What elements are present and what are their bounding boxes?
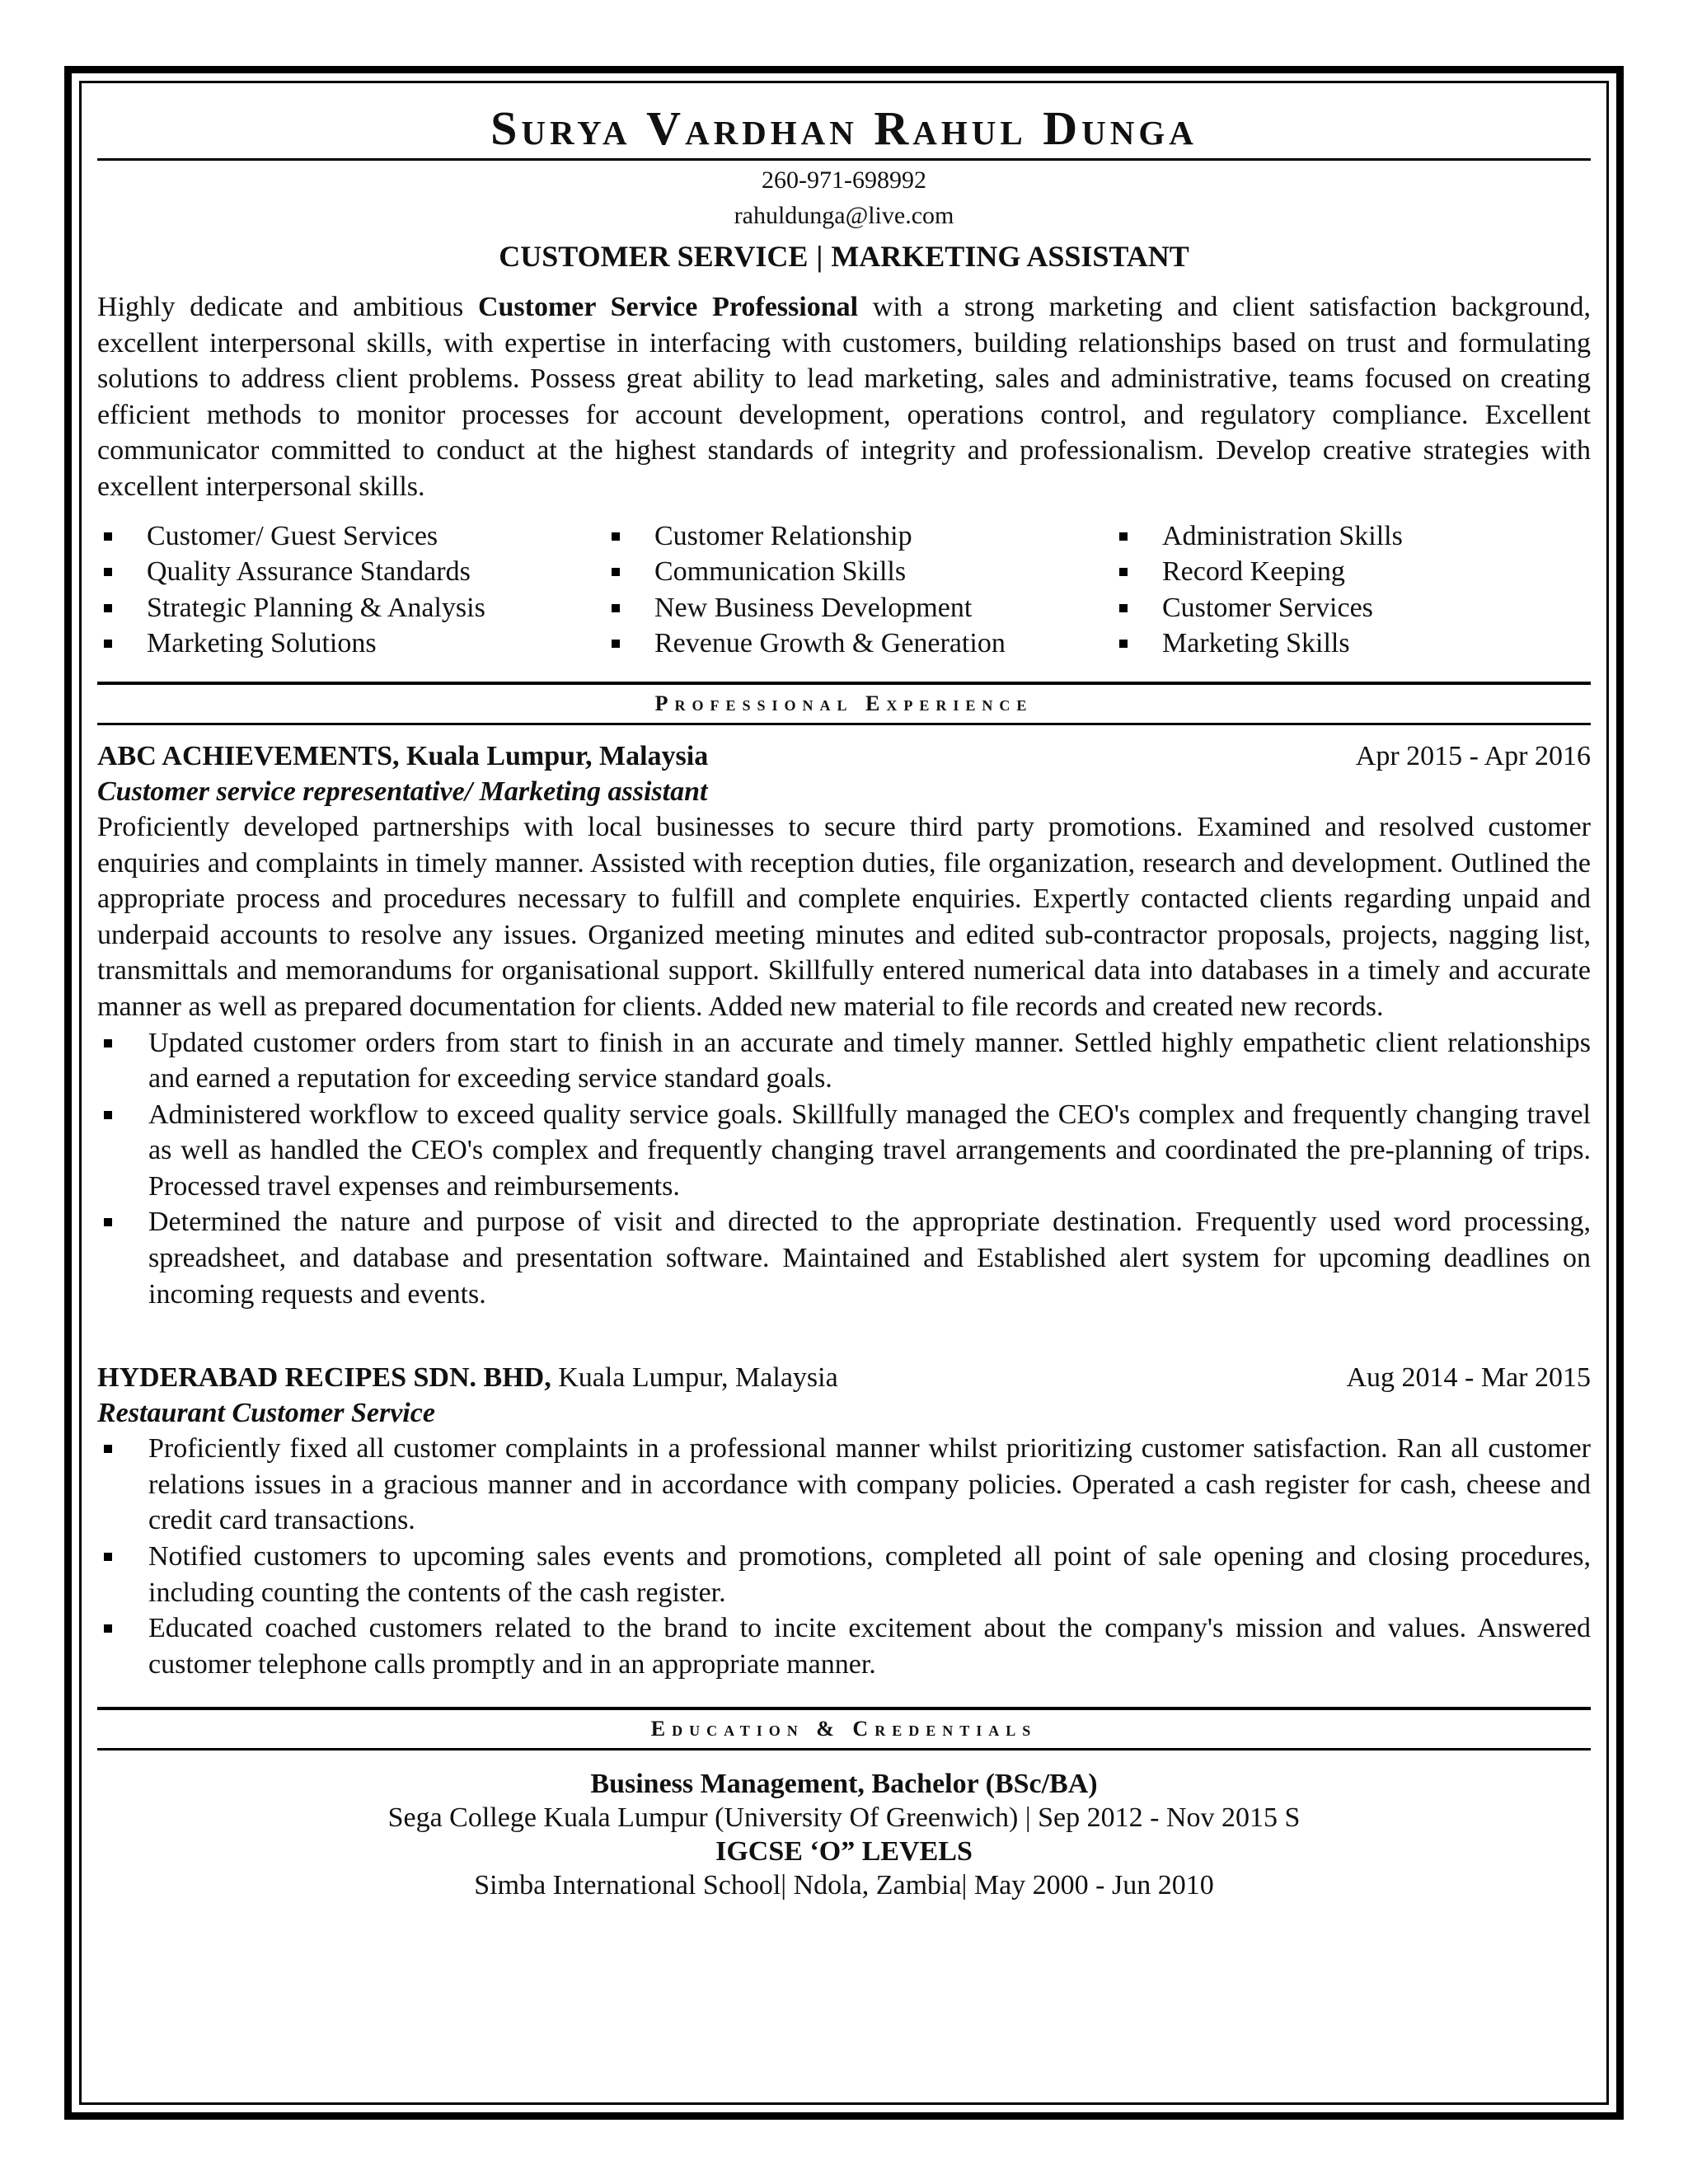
bullet-square-icon — [1119, 640, 1128, 648]
resume — [97, 97, 1591, 1902]
bullet-square-icon — [104, 532, 112, 541]
bullet-square-icon — [104, 1445, 112, 1453]
skill-label: New Business Development — [654, 592, 973, 623]
bullet-text: Administered workflow to exceed quality service goals. Skillfully managed the CEO's complex and frequently changing travel as well as handled the CEO's complex and frequently changing travel arrangements and coordinated the pre-planning of trips. Processed travel expenses and reimbursements. — [148, 1099, 1591, 1202]
skills-column-3 — [1113, 518, 1620, 662]
header-divider — [97, 158, 1591, 161]
skill-item — [605, 554, 1113, 590]
job-bullets — [97, 1025, 1591, 1313]
education-block — [97, 1767, 1591, 1902]
skill-label: Strategic Planning & Analysis — [147, 592, 485, 623]
bullet-square-icon — [104, 1111, 112, 1119]
skill-label: Customer Services — [1162, 592, 1373, 623]
skill-item — [1113, 518, 1620, 555]
job-location: Kuala Lumpur, Malaysia — [551, 1362, 838, 1394]
skill-item — [97, 590, 605, 626]
bullet-square-icon — [104, 1553, 112, 1561]
job-description: Proficiently developed partnerships with local businesses to secure third party promotions. Examined and resolved customer enquiries and complaints in timely manner. Assisted with reception duties, file organization, research and development. Outlined the appropriate process and procedures necessary to fulfill and complete enquiries. Expertly contacted clients regarding unpaid and underpaid accounts to resolve any issues. Organized meeting minutes and edited sub-contractor proposals, projects, nagging list, transmittals and memorandums for organisational support. Skillfully entered numerical data into databases in a timely and accurate manner as well as prepared documentation for clients. Added new material to file records and created new records. — [97, 811, 1591, 1022]
bullet-square-icon — [1119, 568, 1128, 576]
job-header — [97, 1360, 1591, 1396]
phone: 260-971-698992 — [762, 166, 926, 194]
bullet-square-icon — [612, 640, 620, 648]
bullet-square-icon — [104, 640, 112, 648]
bullet-text: Determined the nature and purpose of visit and directed to the appropriate destination. Frequently used word processing, spreadsheet, and database and presentation software. Maintained and Established alert system for upcoming deadlines on incoming requests and events. — [148, 1207, 1591, 1310]
summary-intro: Highly dedicate and ambitious — [97, 292, 478, 322]
bullet-text: Notified customers to upcoming sales events and promotions, completed all point of sale opening and closing procedures, including counting the contents of the cash register. — [148, 1541, 1591, 1608]
job-header — [97, 738, 1591, 775]
skill-label: Revenue Growth & Generation — [654, 628, 1006, 659]
education-divider-bottom — [97, 1748, 1591, 1750]
skill-label: Customer/ Guest Services — [147, 520, 438, 551]
skill-label: Record Keeping — [1162, 556, 1345, 588]
summary-rest: with a strong marketing and client satisfaction background, excellent interpersonal skills, with expertise in interfacing with customers, building relationships based on trust and formulating solutions to address client problems. Possess great ability to lead marketing, sales and administrative, teams focused on creating efficient methods to monitor processes for account development, operations control, and regulatory compliance. Excellent communicator committed to conduct at the highest standards of integrity and professionalism. Develop creative strategies with excellent interpersonal skills. — [97, 292, 1591, 502]
bullet-square-icon — [612, 568, 620, 576]
skills-column-2 — [605, 518, 1113, 662]
bullet-square-icon — [104, 1624, 112, 1633]
job-employer — [97, 1360, 838, 1396]
skill-item — [97, 554, 605, 590]
job-dates: Aug 2014 - Mar 2015 — [1346, 1362, 1591, 1394]
job-dates: Apr 2015 - Apr 2016 — [1355, 740, 1591, 771]
bullet-square-icon — [612, 604, 620, 612]
bullet-square-icon — [1119, 532, 1128, 541]
skill-item — [605, 590, 1113, 626]
job-bullets — [97, 1431, 1591, 1682]
job-title: Restaurant Customer Service — [97, 1398, 435, 1429]
skill-item — [1113, 554, 1620, 590]
bullet-square-icon — [104, 1218, 112, 1226]
education-heading: Education & Credentials — [650, 1717, 1038, 1741]
job-bullet — [97, 1539, 1591, 1610]
bullet-square-icon — [1119, 604, 1128, 612]
headline-left: CUSTOMER SERVICE — [499, 240, 809, 273]
school-1: Sega College Kuala Lumpur (University Of Greenwich) | Sep 2012 - Nov 2015 S — [387, 1802, 1301, 1834]
skill-label: Administration Skills — [1162, 520, 1403, 551]
skill-label: Customer Relationship — [654, 520, 912, 551]
job-employer — [97, 738, 708, 775]
email: rahuldunga@live.com — [734, 202, 954, 229]
skill-item — [97, 626, 605, 662]
experience-divider-bottom — [97, 723, 1591, 725]
job-company: HYDERABAD RECIPES SDN. BHD, — [97, 1362, 551, 1394]
skill-label: Marketing Solutions — [147, 628, 377, 659]
job-bullet — [97, 1097, 1591, 1205]
skill-item — [1113, 626, 1620, 662]
bullet-text: Proficiently fixed all customer complaints in a professional manner whilst prioritizing customer satisfaction. Ran all customer relations issues in a gracious manner and in accordance with company policies. Operated a cash register for cash, cheese and credit card transactions. — [148, 1433, 1591, 1536]
job-entry — [97, 1360, 1591, 1682]
skill-item — [97, 518, 605, 555]
headline-right: MARKETING ASSISTANT — [831, 240, 1189, 273]
skills-column-1 — [97, 518, 605, 662]
skill-item — [605, 626, 1113, 662]
headline — [97, 235, 1591, 278]
skill-item — [605, 518, 1113, 555]
professional-summary — [97, 289, 1591, 505]
skill-item — [1113, 590, 1620, 626]
job-bullet — [97, 1204, 1591, 1312]
degree-1: Business Management, Bachelor (BSc/BA) — [590, 1769, 1098, 1800]
job-bullet — [97, 1610, 1591, 1682]
job-entry — [97, 738, 1591, 1312]
headline-separator: | — [816, 240, 823, 273]
job-bullet — [97, 1025, 1591, 1097]
bullet-square-icon — [104, 568, 112, 576]
degree-2: IGCSE ‘O” LEVELS — [715, 1836, 973, 1868]
job-bullet — [97, 1431, 1591, 1539]
job-title: Customer service representative/ Marketing assistant — [97, 776, 708, 807]
skill-label: Marketing Skills — [1162, 628, 1350, 659]
skills-grid — [97, 518, 1591, 662]
candidate-name: Surya Vardhan Rahul Dunga — [490, 101, 1198, 155]
bullet-square-icon — [612, 532, 620, 541]
school-2: Simba International School| Ndola, Zambia| May 2000 - Jun 2010 — [474, 1870, 1214, 1901]
bullet-square-icon — [104, 1039, 112, 1047]
skill-label: Communication Skills — [654, 556, 907, 588]
bullet-text: Educated coached customers related to the brand to incite excitement about the company's mission and values. Answered customer telephone calls promptly and in an appropriate manner. — [148, 1613, 1591, 1680]
job-company: ABC ACHIEVEMENTS, Kuala Lumpur, Malaysia — [97, 740, 709, 771]
bullet-square-icon — [104, 604, 112, 612]
experience-heading: Professional Experience — [654, 691, 1034, 715]
skill-label: Quality Assurance Standards — [147, 556, 471, 588]
summary-emphasis: Customer Service Professional — [477, 292, 859, 322]
bullet-text: Updated customer orders from start to finish in an accurate and timely manner. Settled highly empathetic client relationships and earned a reputation for exceeding service standard goals. — [148, 1027, 1591, 1094]
